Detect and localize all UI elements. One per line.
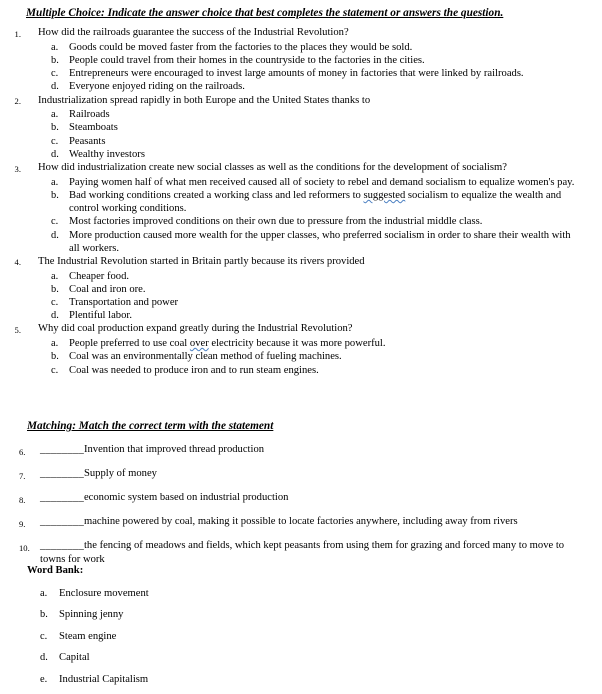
option-letter: c. — [51, 68, 59, 80]
answer-option[interactable] — [51, 270, 602, 283]
option-letter: b. — [51, 122, 59, 134]
option-letter: b. — [51, 351, 59, 363]
option-letter: a. — [51, 338, 59, 350]
matching-item-number: 6. — [19, 446, 26, 457]
multiple-choice-section-heading: Multiple Choice: Indicate the answer choice that best completes the statement or answers the question. — [26, 7, 504, 19]
option-text: Entrepreneurs were encouraged to invest large amounts of money in factories that were linked by railroads. — [69, 68, 524, 80]
option-text: Plentiful labor. — [69, 310, 132, 322]
word-bank-term: Industrial Capitalism — [59, 673, 149, 685]
option-text-after: socialism to equalize the wealth and control working conditions. — [69, 189, 562, 215]
matching-item-text — [40, 443, 602, 457]
option-letter: c. — [51, 364, 59, 376]
option-text: Goods could be moved faster from the factories to the places they would be sold. — [69, 41, 413, 53]
matching-item — [0, 515, 602, 531]
answer-option[interactable] — [51, 364, 602, 377]
option-letter: c. — [51, 216, 59, 228]
option-letter: a. — [51, 41, 59, 53]
option-text: People could travel from their homes in the countryside to the factories in the cities. — [69, 54, 425, 66]
matching-item-number: 9. — [19, 518, 26, 529]
word-bank-term: Spinning jenny — [59, 609, 124, 621]
answer-option[interactable] — [51, 309, 602, 322]
word-bank-term: Enclosure movement — [59, 588, 149, 599]
question-item — [0, 322, 602, 337]
matching-statement: machine powered by coal, making it possible to locate factories anywhere, including away from rivers — [83, 516, 518, 528]
matching-item-number: 8. — [19, 494, 26, 505]
option-letter: b. — [51, 283, 59, 295]
matching-item — [0, 467, 602, 483]
multiple-choice-question-list — [0, 26, 602, 377]
word-bank-item[interactable] — [40, 587, 602, 601]
matching-item-list — [0, 443, 602, 576]
word-bank-item[interactable] — [40, 630, 602, 644]
question-item — [0, 255, 602, 270]
question-number: 2. — [14, 96, 21, 107]
option-text-before: Bad working conditions created a working class and led reformers to — [69, 189, 364, 201]
matching-item-text — [40, 515, 602, 529]
matching-item-text — [40, 467, 602, 481]
question-item — [0, 161, 602, 176]
option-text: Most factories improved conditions on their own due to pressure from the industrial middle class. — [69, 216, 483, 228]
matching-item-number: 10. — [19, 542, 30, 553]
matching-section-heading: Matching: Match the correct term with the statement — [27, 420, 274, 432]
word-bank-letter: c. — [40, 630, 48, 642]
question-item — [0, 26, 602, 41]
spellcheck-flagged-word[interactable]: suggested — [363, 189, 406, 201]
answer-option[interactable] — [51, 135, 602, 148]
option-letter: d. — [51, 148, 59, 160]
option-text-before: People preferred to use coal — [69, 338, 190, 350]
question-text: Why did coal production expand greatly during the Industrial Revolution? — [38, 323, 353, 335]
option-letter: d. — [51, 81, 59, 93]
question-number: 5. — [14, 324, 21, 335]
question-number: 4. — [14, 257, 21, 268]
answer-blank[interactable]: ________ — [40, 468, 84, 480]
answer-blank[interactable]: ________ — [40, 516, 84, 528]
word-bank-letter: b. — [40, 609, 48, 621]
word-bank-item[interactable] — [40, 673, 602, 687]
word-bank-term: Steam engine — [59, 630, 117, 642]
matching-statement: the fencing of meadows and fields, which kept peasants from using them for grazing and forced many to move to towns for work — [40, 540, 565, 566]
answer-option[interactable] — [51, 67, 602, 80]
option-text: Transportation and power — [69, 297, 179, 309]
answer-option[interactable] — [51, 176, 602, 189]
option-text: More production caused more wealth for the upper classes, who preferred socialism in order to share their wealth with all workers. — [69, 229, 571, 254]
matching-item — [0, 443, 602, 459]
matching-item — [0, 539, 602, 567]
matching-statement: economic system based on industrial production — [83, 492, 289, 504]
answer-blank[interactable]: ________ — [40, 540, 84, 552]
option-letter: d. — [51, 229, 59, 241]
word-bank-label: Word Bank: — [27, 565, 84, 576]
answer-blank[interactable]: ________ — [40, 444, 84, 455]
answer-option[interactable] — [51, 148, 602, 161]
word-bank-letter: d. — [40, 652, 48, 664]
matching-item-text — [40, 491, 602, 505]
question-text: The Industrial Revolution started in Britain partly because its rivers provided — [38, 255, 365, 267]
answer-option[interactable] — [51, 54, 602, 67]
option-text: Cheaper food. — [69, 270, 130, 282]
option-letter: a. — [51, 109, 59, 121]
answer-option[interactable] — [51, 121, 602, 134]
question-text: How did industrialization create new social classes as well as the conditions for the development of socialism? — [38, 162, 507, 174]
option-letter: a. — [51, 176, 59, 188]
option-text: Railroads — [69, 109, 110, 121]
answer-option[interactable] — [51, 215, 602, 228]
answer-option[interactable] — [51, 337, 602, 350]
word-bank-item[interactable] — [40, 608, 602, 622]
answer-option[interactable] — [51, 229, 602, 255]
option-letter: d. — [51, 310, 59, 322]
option-text: Coal was needed to produce iron and to run steam engines. — [69, 364, 319, 376]
word-bank-list — [0, 587, 602, 694]
option-text — [69, 189, 602, 215]
answer-option[interactable] — [51, 283, 602, 296]
word-bank-letter: a. — [40, 588, 48, 599]
option-text: Steamboats — [69, 122, 118, 134]
answer-blank[interactable]: ________ — [40, 492, 84, 504]
question-number: 1. — [14, 28, 21, 39]
word-bank-item[interactable] — [40, 651, 602, 665]
matching-item-text — [40, 539, 602, 567]
option-text: Coal and iron ore. — [69, 283, 146, 295]
answer-option[interactable] — [51, 296, 602, 309]
option-text — [69, 337, 602, 350]
option-text: Wealthy investors — [69, 148, 145, 160]
option-letter: b. — [51, 54, 59, 66]
matching-item-number: 7. — [19, 470, 26, 481]
matching-item — [0, 491, 602, 507]
word-bank-term: Capital — [59, 652, 90, 664]
option-text: Peasants — [69, 135, 106, 147]
option-letter: b. — [51, 189, 59, 201]
option-text: Coal was an environmentally clean method of fueling machines. — [69, 351, 342, 363]
spellcheck-flagged-word[interactable]: over — [189, 338, 209, 350]
question-item — [0, 94, 602, 109]
answer-option[interactable] — [51, 189, 602, 215]
answer-option[interactable] — [51, 41, 602, 54]
option-text: Everyone enjoyed riding on the railroads. — [69, 81, 245, 93]
option-letter: c. — [51, 297, 59, 309]
question-text: How did the railroads guarantee the success of the Industrial Revolution? — [38, 27, 349, 38]
word-bank-letter: e. — [40, 673, 48, 685]
matching-statement: Invention that improved thread production — [83, 444, 265, 455]
question-number: 3. — [14, 163, 21, 174]
answer-option[interactable] — [51, 108, 602, 121]
option-letter: c. — [51, 135, 59, 147]
question-text: Industrialization spread rapidly in both Europe and the United States thanks to — [38, 94, 371, 106]
matching-statement: Supply of money — [83, 468, 157, 480]
answer-option[interactable] — [51, 80, 602, 93]
answer-option[interactable] — [51, 350, 602, 363]
option-text: Paying women half of what men received caused all of society to rebel and demand socialism to equalize women's pay. — [69, 176, 575, 188]
option-text-after: electricity because it was more powerful. — [208, 338, 386, 350]
option-letter: a. — [51, 270, 59, 282]
